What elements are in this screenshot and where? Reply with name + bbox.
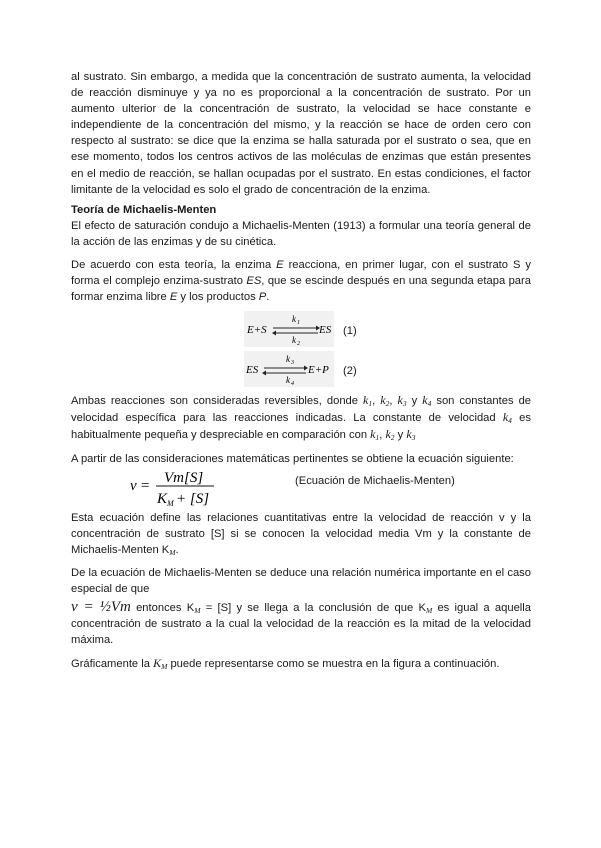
svg-text:3: 3 [291, 360, 294, 367]
svg-text:2: 2 [297, 341, 300, 348]
michaelis-menten-equation [71, 467, 531, 509]
paragraph-theory: De acuerdo con esta teoría, la enzima E reacciona, en primer lugar, con el sustrato S y forma el complejo enzima-sustrato ES, que se escinde después en una segunda etapa para formar enzima libre E y los productos P. [71, 258, 531, 304]
svg-text:E+P: E+P [308, 364, 329, 377]
paragraph-special-case: De la ecuación de Michaelis-Menten se deduce una relación numérica importante en el caso especial de que [71, 566, 531, 595]
svg-text:Vm[S]: Vm[S] [164, 469, 204, 486]
svg-text:v: v [130, 477, 137, 494]
paragraph-derivation: A partir de las consideraciones matemáticas pertinentes se obtiene la ecuación siguiente: [71, 452, 514, 465]
svg-text:+ [S]: + [S] [176, 490, 210, 507]
section-heading: Teoría de Michaelis-Menten [71, 203, 217, 216]
equation-fraction [126, 465, 266, 509]
reaction-1-image [244, 311, 334, 347]
svg-text:ES: ES [319, 324, 332, 337]
paragraph-intro: El efecto de saturación condujo a Michaelis-Menten (1913) a formular una teoría general de la acción de las enzimas y de su cinética. [71, 219, 531, 248]
paragraph-definition: Esta ecuación define las relaciones cuantitativas entre la velocidad de reacción v y la concentración de sustrato [S] si se conocen la velocidad media Vm y la constante de Michaelis-Menten $K_M$. [71, 511, 531, 557]
svg-text:4: 4 [291, 381, 294, 388]
reaction-1 [71, 311, 531, 351]
document-page [71, 69, 531, 672]
equation-formula [126, 465, 266, 514]
svg-text:ES: ES [246, 364, 259, 377]
svg-text:=: = [140, 477, 151, 494]
reaction-2 [71, 351, 531, 391]
svg-text:K: K [157, 490, 168, 507]
reaction-2-image [244, 351, 334, 387]
reaction-1-arrows [244, 311, 334, 347]
svg-text:k: k [292, 335, 296, 346]
reaction-2-arrows [244, 351, 334, 387]
paragraph-constants: Ambas reacciones son consideradas reversibles, donde $k_1$, $k_2$, $k_3$ y $k_4$ son constantes de velocidad específica para las reacciones indicadas. La constante de velocidad $k_4$ es habitualmente pequeña y despreciable en comparación con $k_1$, $k_2$ y $k_3$ [71, 393, 532, 443]
reaction-1-number: (1) [343, 325, 357, 338]
svg-text:M: M [167, 498, 174, 508]
svg-text:E+S: E+S [247, 324, 267, 337]
half-vmax-formula: v = ½Vm [71, 599, 131, 616]
paragraph-conclusion: v = ½Vm entonces $K_M = [S]$ y se llega a la conclusión de que $K_M$ es igual a aquella concentración de sustrato a la cual la velocidad de la reacción es la mitad de la velocidad máxima. [71, 599, 531, 647]
svg-text:k: k [286, 354, 290, 365]
svg-text:1: 1 [297, 320, 300, 327]
equation-label: (Ecuación de Michaelis-Menten) [295, 474, 455, 487]
svg-text:k: k [286, 375, 290, 386]
reaction-2-number: (2) [343, 365, 357, 378]
paragraph-saturation: al sustrato. Sin embargo, a medida que la concentración de sustrato aumenta, la velocidad de reacción disminuye y ya no es proporcional a la concentración de sustrato. Por un aumento ulterior de la concentración de sustrato, la velocidad se hace constante e independiente de la concentración del mismo, y la reacción se hace de orden cero con respecto al sustrato: se dice que la enzima se halla saturada por el sustrato o sea, que en ese momento, todos los centros activos de las moléculas de enzimas que están presentes en el medio de reacción, se hallan ocupadas por el sustrato. En estas condiciones, el factor limitante de la velocidad es solo el grado de concentración de la enzima. [71, 71, 531, 196]
svg-text:k: k [292, 314, 296, 325]
paragraph-graph-intro: Gráficamente la $K_M$ puede representarse como se muestra en la figura a continuación. [71, 656, 500, 672]
